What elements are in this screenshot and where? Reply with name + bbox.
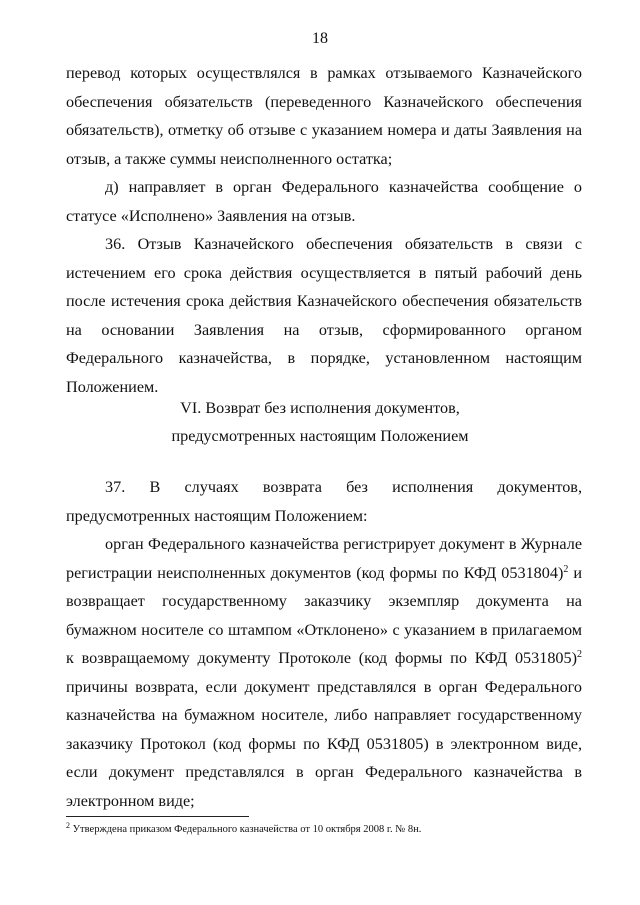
paragraph-37: 37. В случаях возврата без исполнения документов, предусмотренных настоящим Положением: (66, 478, 582, 525)
paragraph-37-item-part-2: и возвращает государственному заказчику экземпляр документа на бумажном носителе со штампом «Отклонено» с указанием в прилагаемом к возвращаемому документу Протоколе (код формы по КФД 0531805) (66, 563, 582, 667)
footnote-reference: 2 (563, 563, 569, 575)
footnote-text: Утверждена приказом Федерального казначейства от 10 октября 2008 г. № 8н. (70, 824, 422, 835)
paragraph-37-item-part-3: причины возврата, если документ представлялся в орган Федерального казначейства на бумажном носителе, либо направляет государственному заказчику Протокол (код формы по КФД 0531805) в электронном виде, если документ представлялся в орган Федерального казначейства в электронном виде; (66, 677, 582, 810)
paragraph-continuation (66, 59, 582, 401)
paragraph-1: перевод которых осуществлялся в рамках отзываемого Казначейского обеспечения обязательств (переведенного Казначейского обеспечения обязательств), отметку об отзыве с указанием номера и даты Заявления на отзыв, а также суммы неисполненного остатка; (66, 64, 582, 168)
section-heading-line-1: VI. Возврат без исполнения документов, (180, 399, 460, 417)
page-number: 18 (312, 30, 328, 47)
paragraph-36: 36. Отзыв Казначейского обеспечения обязательств в связи с истечением его срока действия осуществляется в пятый рабочий день после истечения срока действия Казначейского обеспечения обязательств на основании Заявления на отзыв, сформированного органом Федерального казначейства, в порядке, установленном настоящим Положением. (66, 235, 582, 396)
section-body (66, 473, 582, 815)
section-heading (0, 394, 640, 450)
paragraph-item-d: д) направляет в орган Федерального казначейства сообщение о статусе «Исполнено» Заявления на отзыв. (66, 178, 582, 225)
footnote-reference: 2 (577, 649, 582, 660)
footnote (66, 823, 586, 837)
footnote-mark: 2 (66, 821, 70, 830)
paragraph-37-item-part-1: орган Федерального казначейства регистрирует документ в Журнале регистрации неисполненных документов (код формы по КФД 0531804) (66, 535, 582, 582)
paragraph-37-item (66, 530, 582, 815)
section-heading-line-2: предусмотренных настоящим Положением (171, 427, 469, 445)
footnote-separator (66, 816, 249, 817)
